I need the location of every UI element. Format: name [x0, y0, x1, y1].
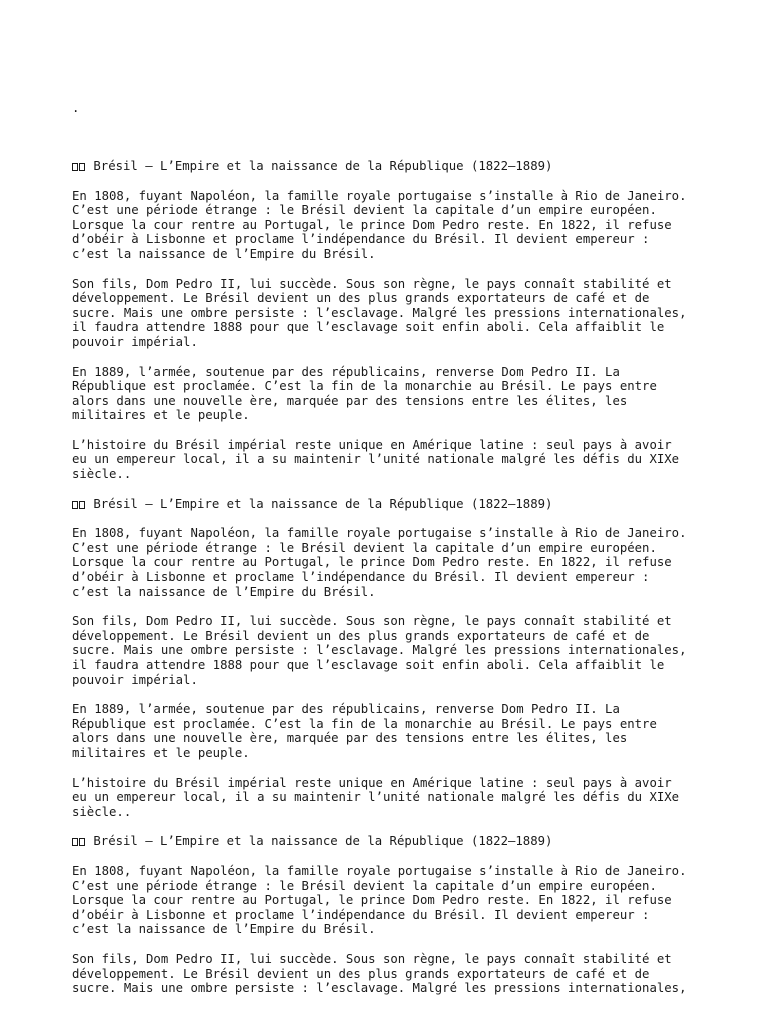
- paragraph-line: C’est une période étrange : le Brésil devient la capitale d’un empire européen.: [72, 203, 657, 218]
- paragraph-line: militaires et le peuple.: [72, 745, 250, 760]
- paragraph: [72, 526, 702, 599]
- paragraph-line: siècle..: [72, 804, 132, 819]
- paragraph-line: L’histoire du Brésil impérial reste unique en Amérique latine : seul pays à avoir: [72, 775, 672, 790]
- paragraph-line: développement. Le Brésil devient un des plus grands exportateurs de café et de: [72, 291, 650, 306]
- paragraph-line: pouvoir impérial.: [72, 334, 198, 349]
- paragraph-line: En 1889, l’armée, soutenue par des républicains, renverse Dom Pedro II. La: [72, 364, 620, 379]
- section-heading-text: Brésil – L’Empire et la naissance de la République (1822–1889): [86, 158, 553, 173]
- paragraph-line: C’est une période étrange : le Brésil devient la capitale d’un empire européen.: [72, 878, 657, 893]
- paragraph-line: c’est la naissance de l’Empire du Brésil.: [72, 246, 376, 261]
- paragraph: [72, 277, 702, 350]
- paragraph: [72, 438, 702, 482]
- paragraph-line: Lorsque la cour rentre au Portugal, le prince Dom Pedro reste. En 1822, il refuse: [72, 217, 672, 232]
- leading-mark: .: [72, 101, 80, 116]
- paragraph-line: alors dans une nouvelle ère, marquée par des tensions entre les élites, les: [72, 393, 628, 408]
- paragraph-line: c’est la naissance de l’Empire du Brésil.: [72, 584, 376, 599]
- paragraph-line: il faudra attendre 1888 pour que l’esclavage soit enfin aboli. Cela affaiblit le: [72, 658, 665, 672]
- paragraph: [72, 776, 702, 820]
- paragraph: [72, 365, 702, 423]
- paragraph-line: République est proclamée. C’est la fin de la monarchie au Brésil. Le pays entre: [72, 379, 657, 394]
- paragraph: [72, 952, 702, 996]
- missing-glyph-icon: [79, 501, 85, 509]
- paragraph-line: eu un empereur local, il a su maintenir l’unité nationale malgré les défis du XIXe: [72, 452, 680, 467]
- paragraph: [72, 702, 702, 760]
- section-heading: [72, 497, 702, 512]
- paragraph-line: Son fils, Dom Pedro II, lui succède. Sous son règne, le pays connaît stabilité et: [72, 614, 672, 629]
- paragraph-line: En 1808, fuyant Napoléon, la famille royale portugaise s’installe à Rio de Janeiro.: [72, 526, 687, 541]
- paragraph-line: d’obéir à Lisbonne et proclame l’indépendance du Brésil. Il devient empereur :: [72, 232, 650, 247]
- paragraph-line: siècle..: [72, 467, 132, 482]
- paragraph-line: développement. Le Brésil devient un des plus grands exportateurs de café et de: [72, 628, 650, 643]
- missing-glyph-icon: [72, 501, 78, 509]
- paragraph-line: République est proclamée. C’est la fin de la monarchie au Brésil. Le pays entre: [72, 716, 657, 731]
- paragraph-line: sucre. Mais une ombre persiste : l’esclavage. Malgré les pressions internationales,: [72, 643, 687, 658]
- paragraph-line: C’est une période étrange : le Brésil devient la capitale d’un empire européen.: [72, 540, 657, 555]
- paragraph-line: sucre. Mais une ombre persiste : l’esclavage. Malgré les pressions internationales,: [72, 981, 687, 996]
- paragraph: [72, 614, 702, 687]
- paragraph-line: il faudra attendre 1888 pour que l’esclavage soit enfin aboli. Cela affaiblit le: [72, 320, 665, 335]
- document-page: [72, 72, 702, 1025]
- section-heading-text: Brésil – L’Empire et la naissance de la République (1822–1889): [86, 496, 553, 511]
- paragraph-line: d’obéir à Lisbonne et proclame l’indépendance du Brésil. Il devient empereur :: [72, 907, 650, 922]
- paragraph-line: c’est la naissance de l’Empire du Brésil.: [72, 922, 376, 937]
- paragraph-line: Lorsque la cour rentre au Portugal, le prince Dom Pedro reste. En 1822, il refuse: [72, 555, 672, 570]
- missing-glyph-icon: [79, 838, 85, 846]
- missing-glyph-icon: [72, 838, 78, 846]
- missing-glyph-icon: [72, 163, 78, 171]
- section-heading: [72, 159, 702, 174]
- paragraph-line: Son fils, Dom Pedro II, lui succède. Sous son règne, le pays connaît stabilité et: [72, 951, 672, 966]
- paragraph-line: militaires et le peuple.: [72, 408, 250, 423]
- paragraph-line: Son fils, Dom Pedro II, lui succède. Sous son règne, le pays connaît stabilité et: [72, 276, 672, 291]
- paragraph: [72, 864, 702, 937]
- paragraph-line: eu un empereur local, il a su maintenir l’unité nationale malgré les défis du XIXe: [72, 790, 680, 805]
- document-body: [72, 159, 702, 996]
- missing-glyph-icon: [79, 163, 85, 171]
- paragraph-line: pouvoir impérial.: [72, 672, 198, 687]
- paragraph-line: sucre. Mais une ombre persiste : l’esclavage. Malgré les pressions internationales,: [72, 305, 687, 320]
- paragraph-line: alors dans une nouvelle ère, marquée par des tensions entre les élites, les: [72, 731, 628, 746]
- paragraph: [72, 189, 702, 262]
- paragraph-line: En 1808, fuyant Napoléon, la famille royale portugaise s’installe à Rio de Janeiro.: [72, 863, 687, 878]
- paragraph-line: d’obéir à Lisbonne et proclame l’indépendance du Brésil. Il devient empereur :: [72, 570, 650, 585]
- section-heading-text: Brésil – L’Empire et la naissance de la République (1822–1889): [86, 834, 553, 849]
- section-heading: [72, 834, 702, 849]
- paragraph-line: En 1808, fuyant Napoléon, la famille royale portugaise s’installe à Rio de Janeiro.: [72, 188, 687, 203]
- paragraph-line: En 1889, l’armée, soutenue par des républicains, renverse Dom Pedro II. La: [72, 702, 620, 717]
- paragraph-line: L’histoire du Brésil impérial reste unique en Amérique latine : seul pays à avoir: [72, 437, 672, 452]
- paragraph-line: Lorsque la cour rentre au Portugal, le prince Dom Pedro reste. En 1822, il refuse: [72, 893, 672, 908]
- paragraph-line: développement. Le Brésil devient un des plus grands exportateurs de café et de: [72, 966, 650, 981]
